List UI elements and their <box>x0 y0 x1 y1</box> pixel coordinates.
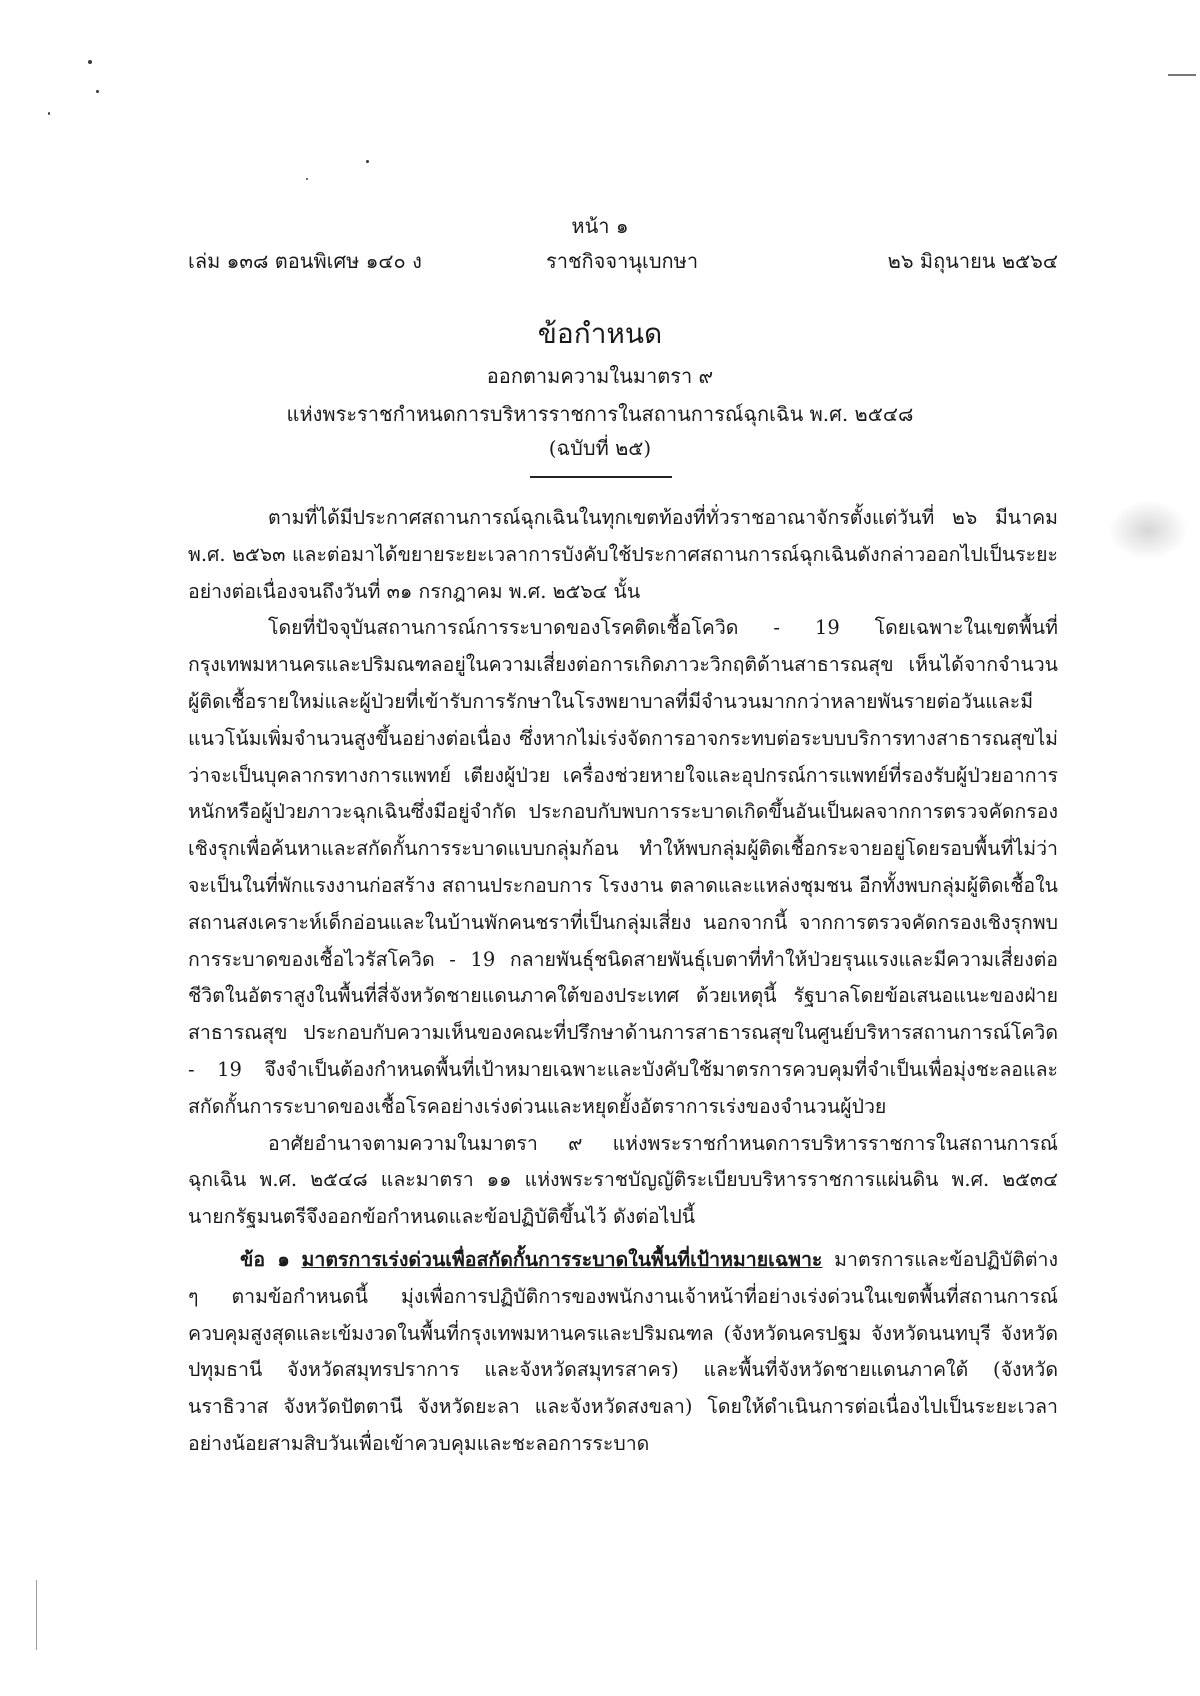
page-number: หน้า ๑ <box>571 214 629 238</box>
scan-edge-line <box>36 1580 37 1650</box>
document-subtitle-act: แห่งพระราชกำหนดการบริหารราชการในสถานการณ์ฉุกเฉิน พ.ศ. ๒๕๔๘ <box>286 402 914 426</box>
publication-name: ราชกิจจานุเบกษา <box>546 249 699 273</box>
document-edition: (ฉบับที่ ๒๕) <box>548 436 652 460</box>
gazette-header <box>188 245 1058 273</box>
clause-1-text: มาตรการและข้อปฏิบัติต่าง ๆ ตามข้อกำหนดนี้ มุ่งเพื่อการปฏิบัติการของพนักงานเจ้าหน้าที่อย่างเร่งด่วนในเขตพื้นที่สถานการณ์ควบคุมสูงสุดและเข้มงวดในพื้นที่กรุงเทพมหานครและปริมณฑล (จังหวัดนครปฐม จังหวัดนนทบุรี จังหวัดปทุมธานี จังหวัดสมุทรปราการ และจังหวัดสมุทรสาคร) และพื้นที่จังหวัดชายแดนภาคใต้ (จังหวัดนราธิวาส จังหวัดปัตตานี จังหวัดยะลา และจังหวัดสงขลา) โดยให้ดำเนินการต่อเนื่องไปเป็นระยะเวลาอย่างน้อยสามสิบวันเพื่อเข้าควบคุมและชะลอการระบาด <box>188 1247 1058 1455</box>
volume-issue: เล่ม ๑๓๘ ตอนพิเศษ ๑๔๐ ง <box>188 249 422 273</box>
publication-date: ๒๖ มิถุนายน ๒๕๖๔ <box>887 249 1058 273</box>
paragraph-background: ตามที่ได้มีประกาศสถานการณ์ฉุกเฉินในทุกเขตท้องที่ทั่วราชอาณาจักรตั้งแต่วันที่ ๒๖ มีนาคม พ.ศ. ๒๕๖๓ และต่อมาได้ขยายระยะเวลาการบังคับใช้ประกาศสถานการณ์ฉุกเฉินดังกล่าวออกไปเป็นระยะอย่างต่อเนื่องจนถึงวันที่ ๓๑ กรกฎาคม พ.ศ. ๒๕๖๔ นั้น <box>188 506 1058 603</box>
document-subtitle-authority: ออกตามความในมาตรา ๙ <box>486 364 714 388</box>
scan-mark <box>1168 74 1196 76</box>
document-body <box>188 500 1058 1463</box>
scan-smudge <box>1108 500 1188 560</box>
title-divider <box>530 476 672 478</box>
clause-1 <box>188 1242 1058 1463</box>
paragraph-situation: โดยที่ปัจจุบันสถานการณ์การระบาดของโรคติดเชื้อโควิด - 19 โดยเฉพาะในเขตพื้นที่กรุงเทพมหานครและปริมณฑลอยู่ในความเสี่ยงต่อการเกิดภาวะวิกฤติด้านสาธารณสุข เห็นได้จากจำนวนผู้ติดเชื้อรายใหม่และผู้ป่วยที่เข้ารับการรักษาในโรงพยาบาลที่มีจำนวนมากกว่าหลายพันรายต่อวันและมีแนวโน้มเพิ่มจำนวนสูงขึ้นอย่างต่อเนื่อง ซึ่งหากไม่เร่งจัดการอาจกระทบต่อระบบบริการทางสาธารณสุขไม่ว่าจะเป็นบุคลากรทางการแพทย์ เตียงผู้ป่วย เครื่องช่วยหายใจและอุปกรณ์การแพทย์ที่รองรับผู้ป่วยอาการหนักหรือผู้ป่วยภาวะฉุกเฉินซึ่งมีอยู่จำกัด ประกอบกับพบการระบาดเกิดขึ้นอันเป็นผลจากการตรวจคัดกรองเชิงรุกเพื่อค้นหาและสกัดกั้นการระบาดแบบกลุ่มก้อน ทำให้พบกลุ่มผู้ติดเชื้อกระจายอยู่โดยรอบพื้นที่ไม่ว่าจะเป็นในที่พักแรงงานก่อสร้าง สถานประกอบการ โรงงาน ตลาดและแหล่งชุมชน อีกทั้งพบกลุ่มผู้ติดเชื้อในสถานสงเคราะห์เด็กอ่อนและในบ้านพักคนชราที่เป็นกลุ่มเสี่ยง นอกจากนี้ จากการตรวจคัดกรองเชิงรุกพบการระบาดของเชื้อไวรัสโควิด - 19 กลายพันธุ์ชนิดสายพันธุ์เบตาที่ทำให้ป่วยรุนแรงและมีความเสี่ยงต่อชีวิตในอัตราสูงในพื้นที่สี่จังหวัดชายแดนภาคใต้ของประเทศ ด้วยเหตุนี้ รัฐบาลโดยข้อเสนอแนะของฝ่ายสาธารณสุข ประกอบกับความเห็นของคณะที่ปรึกษาด้านการสาธารณสุขในศูนย์บริหารสถานการณ์โควิด - 19 จึงจำเป็นต้องกำหนดพื้นที่เป้าหมายเฉพาะและบังคับใช้มาตรการควบคุมที่จำเป็นเพื่อมุ่งชะลอและสกัดกั้นการระบาดของเชื้อโรคอย่างเร่งด่วนและหยุดยั้งอัตราการเร่งของจำนวนผู้ป่วย <box>188 616 1058 1118</box>
paragraph-authority: อาศัยอำนาจตามความในมาตรา ๙ แห่งพระราชกำหนดการบริหารราชการในสถานการณ์ฉุกเฉิน พ.ศ. ๒๕๔๘ และมาตรา ๑๑ แห่งพระราชบัญญัติระเบียบบริหารราชการแผ่นดิน พ.ศ. ๒๕๓๔ นายกรัฐมนตรีจึงออกข้อกำหนดและข้อปฏิบัติขึ้นไว้ ดังต่อไปนี้ <box>188 1131 1058 1229</box>
clause-1-title: มาตรการเร่งด่วนเพื่อสกัดกั้นการระบาดในพื้นที่เป้าหมายเฉพาะ <box>301 1247 823 1271</box>
document-title: ข้อกำหนด <box>537 317 663 350</box>
clause-1-label: ข้อ ๑ <box>240 1247 290 1271</box>
